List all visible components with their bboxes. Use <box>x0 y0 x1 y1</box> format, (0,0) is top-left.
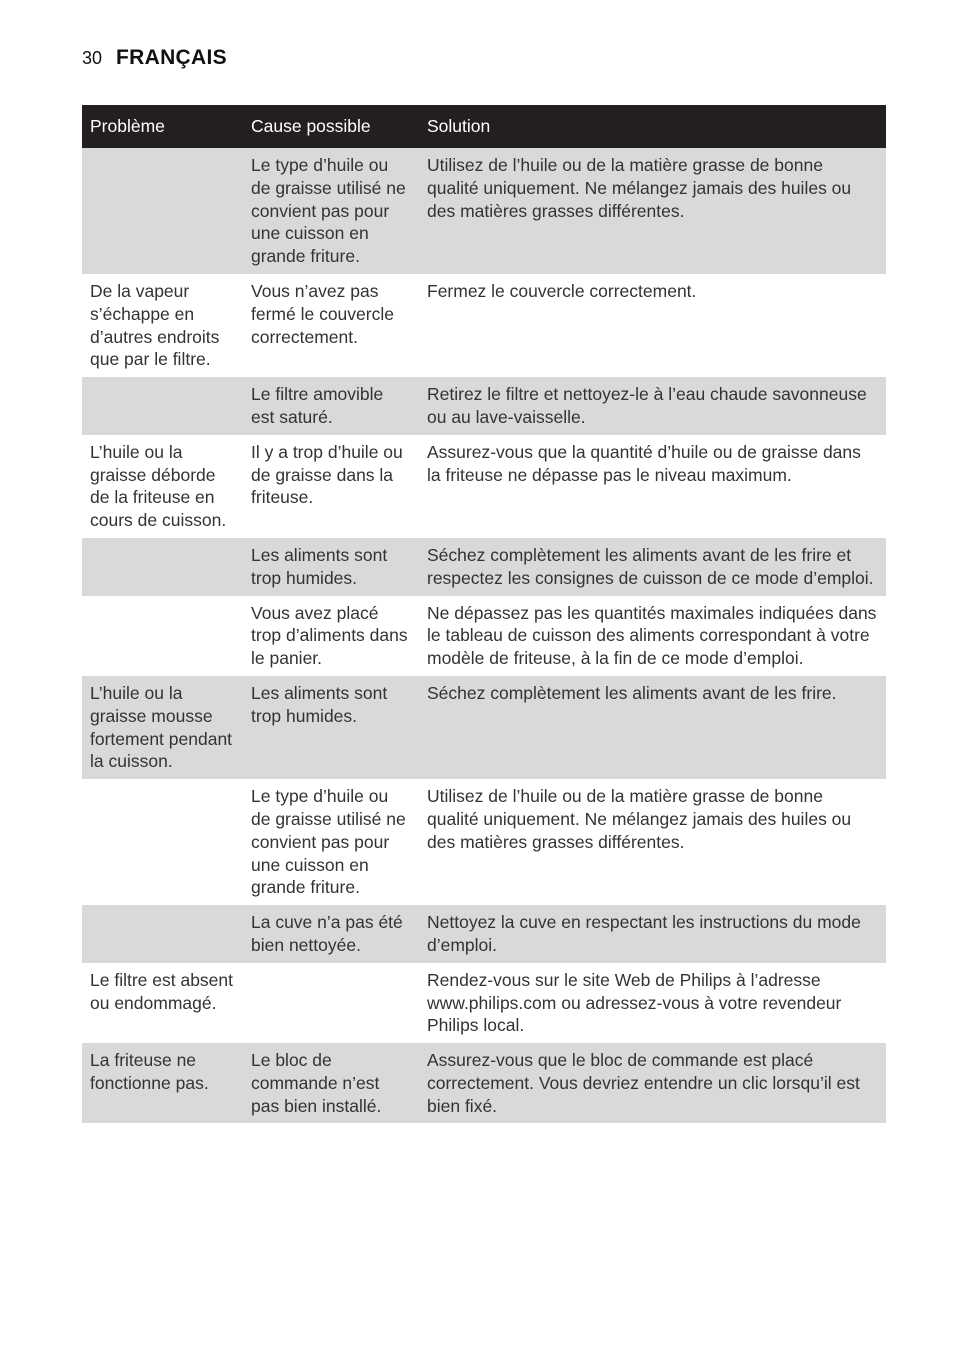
solution-cell: Assurez-vous que le bloc de commande est placé correctement. Vous devriez entendre un clic lorsqu’il est bien fixé. <box>419 1043 886 1123</box>
table-row <box>82 148 886 274</box>
table-row <box>82 377 886 435</box>
table-row <box>82 538 886 596</box>
cause-cell: Les aliments sont trop humides. <box>243 538 419 596</box>
column-header-cause: Cause possible <box>243 105 419 148</box>
table-row <box>82 676 886 779</box>
cause-cell: Le filtre amovible est saturé. <box>243 377 419 435</box>
solution-cell: Séchez complètement les aliments avant de les frire. <box>419 676 886 779</box>
table-row <box>82 779 886 905</box>
cause-cell: Il y a trop d’huile ou de graisse dans la friteuse. <box>251 441 403 508</box>
language-title: FRANÇAIS <box>116 46 227 69</box>
cause-cell: Le type d’huile ou de graisse utilisé ne convient pas pour une cuisson en grande friture. <box>251 786 406 898</box>
table-row <box>82 435 886 538</box>
table-row <box>82 274 886 377</box>
table-row <box>82 963 886 1043</box>
problem-cell <box>82 538 243 596</box>
cause-cell <box>243 963 419 1043</box>
solution-cell: Séchez complètement les aliments avant de les frire et respectez les consignes de cuisson de ce mode d’emploi. <box>419 538 886 596</box>
problem-cell: L’huile ou la graisse mousse fortement pendant la cuisson. <box>82 676 243 779</box>
cause-cell: Le bloc de commande n’est pas bien installé. <box>243 1043 419 1123</box>
problem-cell <box>82 596 243 676</box>
column-header-problem: Problème <box>82 105 243 148</box>
problem-cell: De la vapeur s’échappe en d’autres endroits que par le filtre. <box>90 280 220 370</box>
solution-cell: Fermez le couvercle correctement. <box>427 280 697 301</box>
table-row <box>82 596 886 676</box>
solution-cell: Nettoyez la cuve en respectant les instructions du mode d’emploi. <box>419 905 886 963</box>
problem-cell <box>82 779 243 905</box>
problem-cell: L’huile ou la graisse déborde de la friteuse en cours de cuisson. <box>90 441 227 531</box>
problem-cell: La friteuse ne fonctionne pas. <box>82 1043 243 1123</box>
table-header-row <box>82 105 886 148</box>
solution-cell: Retirez le filtre et nettoyez-le à l’eau chaude savonneuse ou au lave-vaisselle. <box>419 377 886 435</box>
solution-cell: Assurez-vous que la quantité d’huile ou de graisse dans la friteuse ne dépasse pas le niveau maximum. <box>427 441 861 485</box>
cause-cell: Les aliments sont trop humides. <box>243 676 419 779</box>
page-header <box>82 46 227 70</box>
solution-cell: Utilisez de l’huile ou de la matière grasse de bonne qualité uniquement. Ne mélangez jamais des huiles ou des matières grasses différentes. <box>419 148 886 274</box>
problem-cell <box>82 377 243 435</box>
table-row <box>82 1043 886 1123</box>
problem-cell <box>82 905 243 963</box>
cause-cell: Vous n’avez pas fermé le couvercle correctement. <box>251 280 394 347</box>
solution-cell: Utilisez de l’huile ou de la matière grasse de bonne qualité uniquement. Ne mélangez jamais des huiles ou des matières grasses différentes. <box>427 786 852 852</box>
problem-cell <box>82 148 243 274</box>
table-row <box>82 905 886 963</box>
solution-cell: Rendez-vous sur le site Web de Philips à l’adresse www.philips.com ou adressez-vous à votre revendeur Philips local. <box>427 969 842 1036</box>
column-header-solution: Solution <box>419 105 886 148</box>
cause-cell: Vous avez placé trop d’aliments dans le panier. <box>251 602 408 669</box>
problem-cell: Le filtre est absent ou endommagé. <box>90 969 233 1013</box>
page-number: 30 <box>82 48 103 68</box>
troubleshooting-table <box>82 105 886 1123</box>
cause-cell: Le type d’huile ou de graisse utilisé ne convient pas pour une cuisson en grande friture. <box>243 148 419 274</box>
cause-cell: La cuve n’a pas été bien nettoyée. <box>243 905 419 963</box>
solution-cell: Ne dépassez pas les quantités maximales indiquées dans le tableau de cuisson des aliments correspondant à votre modèle de friteuse, à la fin de ce mode d’emploi. <box>427 602 877 669</box>
